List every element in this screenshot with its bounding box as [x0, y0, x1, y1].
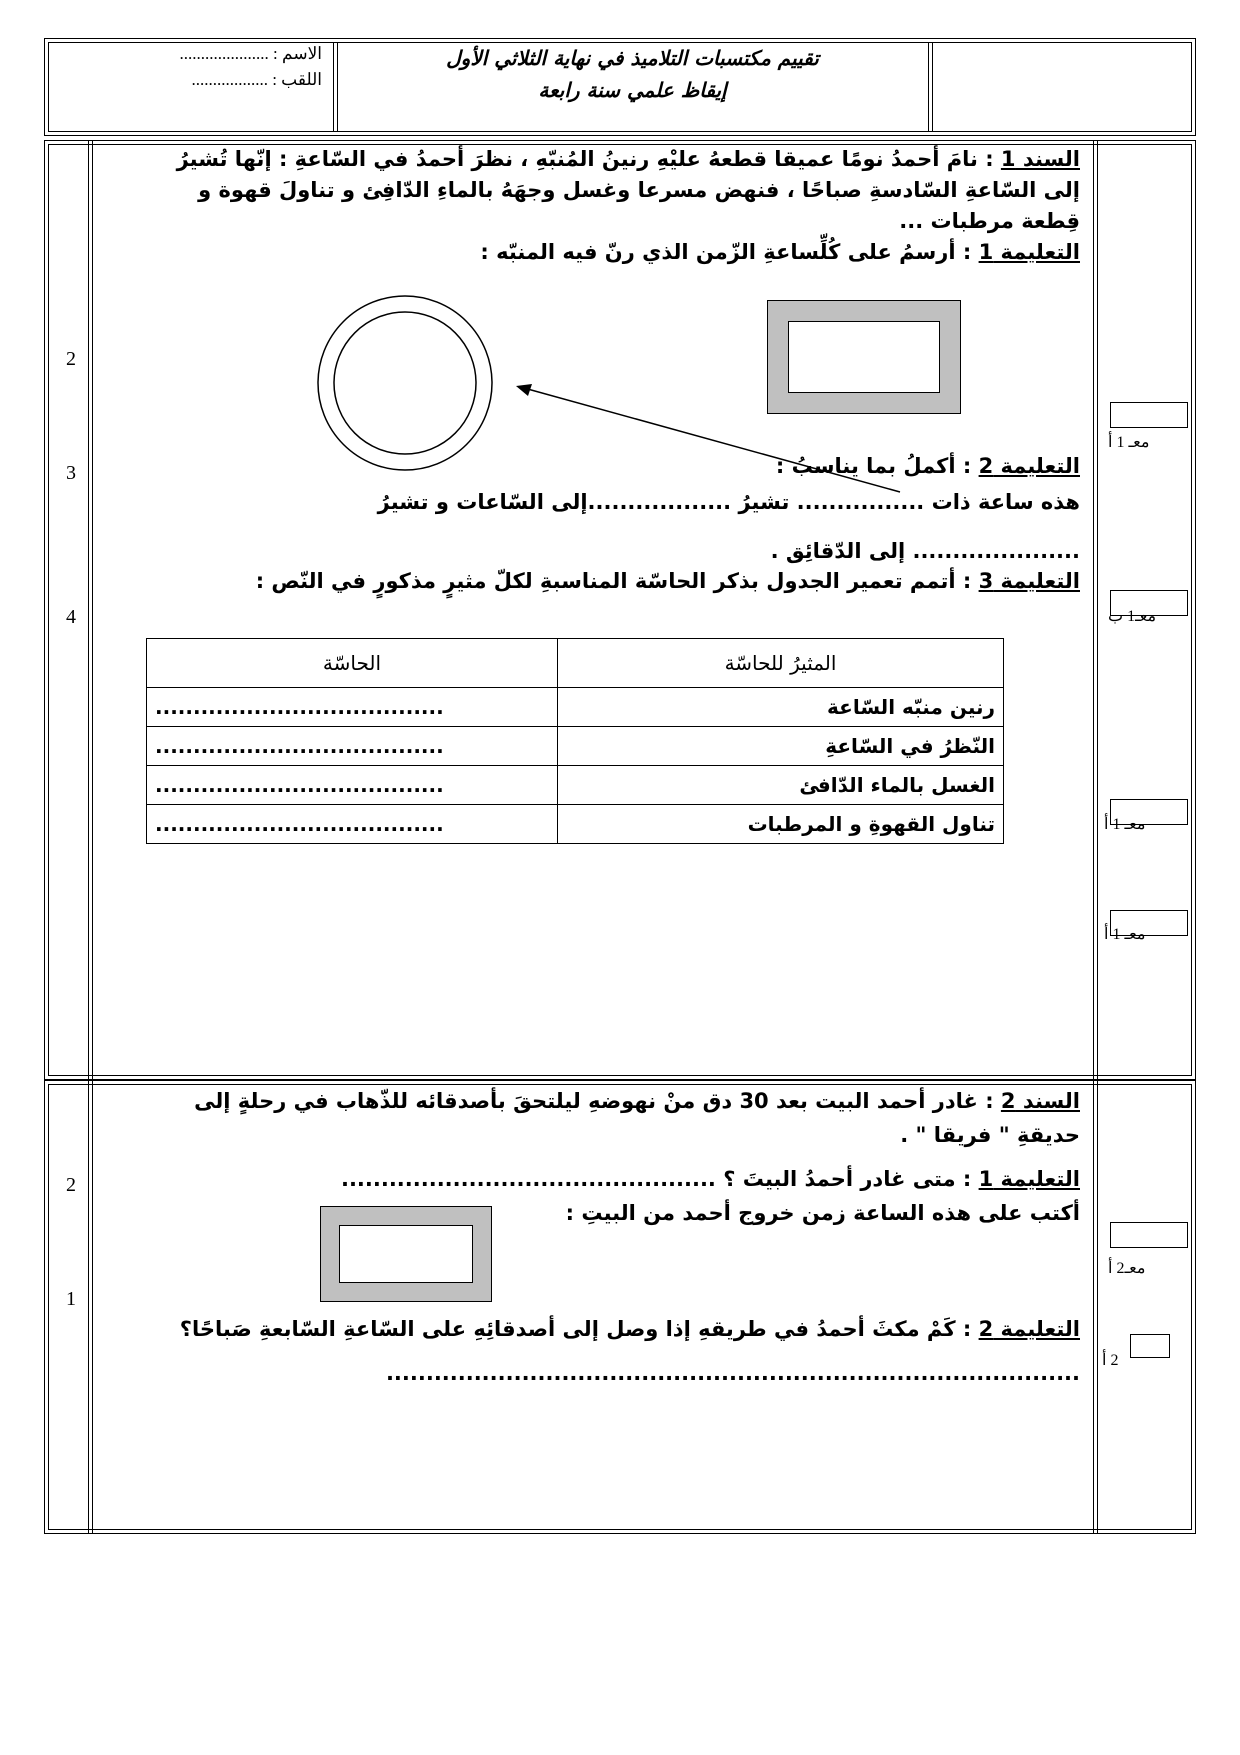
task3-label: التعليمة 3 — [978, 569, 1080, 593]
criteria-label-2: معـ1 ب — [1108, 608, 1157, 625]
s2-task1-label: التعليمة 1 — [978, 1167, 1080, 1191]
table-header-stimulus: المثيرُ للحاسّة — [558, 639, 1004, 688]
digital-clock-2-screen[interactable] — [339, 1225, 473, 1283]
task3-text: : أتمم تعمير الجدول بذكر الحاسّة المناسبةِ لكلّ مثيرٍ مذكورٍ في النّص : — [255, 569, 972, 593]
score-s2-task1: 2 — [66, 1174, 76, 1196]
s2-task1-line — [341, 1166, 1080, 1192]
table-row — [147, 688, 1004, 727]
section2-frame-inner — [48, 1084, 1192, 1530]
s2-task2-text: : كَمْ مكثَ أحمدُ في طريقهِ إذا وصل إلى أصدقائِهِ على السّاعةِ السّابعةِ صَباحًا؟ — [179, 1317, 972, 1341]
criteria-label-1: معـ 1 أ — [1108, 434, 1150, 451]
criteria-label-s2-2: 2 أ — [1102, 1352, 1119, 1369]
name-field[interactable]: الاسم : ..................... — [179, 44, 322, 63]
table-row — [147, 766, 1004, 805]
criteria-label-4: معـ 1 أ — [1104, 926, 1146, 943]
task2-label: التعليمة 2 — [978, 454, 1080, 478]
task2-fill-line1[interactable]: هذه ساعة ذات ................ تشيرُ ..................إلى السّاعات و تشيرُ — [377, 490, 1080, 514]
table-cell-stimulus: النّظرُ في السّاعةِ — [558, 727, 1004, 766]
sanad2-label: السند 2 — [1000, 1089, 1080, 1113]
criteria-box-s2-2[interactable] — [1130, 1334, 1170, 1358]
arrow-icon — [510, 370, 910, 500]
s2-task2-line — [180, 1316, 1080, 1342]
header-divider-right — [928, 42, 933, 132]
score-task1: 2 — [66, 348, 76, 370]
task2-line — [776, 453, 1080, 479]
sanad2-text: : غادر أحمد البيت بعد 30 دق منْ نهوضهِ ليلتحقَ بأصدقائه للذّهاب في رحلةٍ إلى — [194, 1089, 994, 1113]
sanad1-line1 — [177, 146, 1080, 172]
table-cell-stimulus: تناول القهوةِ و المرطبات — [558, 805, 1004, 844]
senses-table — [146, 638, 1004, 844]
s2-task1-text[interactable]: : متى غادر أحمدُ البيتَ ؟ ............................................... — [340, 1167, 972, 1191]
header-divider-left — [333, 42, 338, 132]
task1-line — [480, 239, 1080, 265]
table-row — [147, 727, 1004, 766]
criteria-box-s2-1[interactable] — [1110, 1222, 1188, 1248]
table-row — [147, 805, 1004, 844]
task2-fill-line2[interactable]: ..................... إلى الدّقائِق . — [770, 539, 1080, 563]
criteria-column-divider — [1093, 140, 1098, 1534]
surname-field[interactable]: اللقب : .................. — [191, 70, 322, 89]
s2-task2-label: التعليمة 2 — [978, 1317, 1080, 1341]
task2-text: : أكملُ بما يناسبُ : — [775, 454, 972, 478]
criteria-label-3: معـ 1 أ — [1104, 816, 1146, 833]
task1-label: التعليمة 1 — [978, 240, 1080, 264]
criteria-box-1[interactable] — [1110, 402, 1188, 428]
score-task3: 4 — [66, 606, 76, 628]
sanad1-label: السند 1 — [1000, 147, 1080, 171]
exam-title: تقييم مكتسبات التلاميذ في نهاية الثلاثي الأول — [446, 46, 819, 70]
s2-task2-answer[interactable]: ....................................................................................... — [385, 1361, 1080, 1385]
task1-text: : أرسمُ على كُلِّساعةِ الزّمن الذي رنّ فيه المنبّه : — [480, 240, 972, 264]
table-cell-stimulus: الغسل بالماء الدّافئ — [558, 766, 1004, 805]
table-cell-sense[interactable]: ...................................... — [147, 688, 558, 727]
score-task2: 3 — [66, 462, 76, 484]
score-column-divider — [88, 140, 93, 1534]
sanad2-line2: حديقةِ " فريقا " . — [900, 1123, 1080, 1147]
section1-frame-inner — [48, 144, 1192, 1076]
analog-clock[interactable] — [314, 292, 496, 474]
sanad2-line1 — [194, 1088, 1080, 1114]
digital-clock-2[interactable] — [320, 1206, 492, 1302]
table-cell-sense[interactable]: ...................................... — [147, 805, 558, 844]
table-cell-sense[interactable]: ...................................... — [147, 727, 558, 766]
score-s2-task2: 1 — [66, 1288, 76, 1310]
table-cell-stimulus: رنين منبّه السّاعة — [558, 688, 1004, 727]
exam-subtitle: إيقاظ علمي سنة رابعة — [538, 78, 727, 102]
s2-task1-line2: أكتب على هذه الساعة زمن خروج أحمد من البيتِ : — [565, 1201, 1080, 1225]
table-header-row — [147, 639, 1004, 688]
sanad1-line3: قِطعة مرطبات ... — [899, 209, 1080, 233]
criteria-label-s2-1: معـ2 أ — [1108, 1260, 1146, 1277]
task3-line — [256, 568, 1080, 594]
sanad1-line2: إلى السّاعةِ السّادسةِ صباحًا ، فنهض مسرعا وغسل وجهَهُ بالماءِ الدّافِئ و تناولَ قهوة و — [198, 178, 1080, 202]
table-cell-sense[interactable]: ...................................... — [147, 766, 558, 805]
table-header-sense: الحاسّة — [147, 639, 558, 688]
sanad1-text: : نامَ أحمدُ نومًا عميقا قطعهُ عليْهِ رنينُ المُنبّهِ ، نظرَ أحمدُ في السّاعةِ : إنّها تُشيرُ — [176, 147, 994, 171]
